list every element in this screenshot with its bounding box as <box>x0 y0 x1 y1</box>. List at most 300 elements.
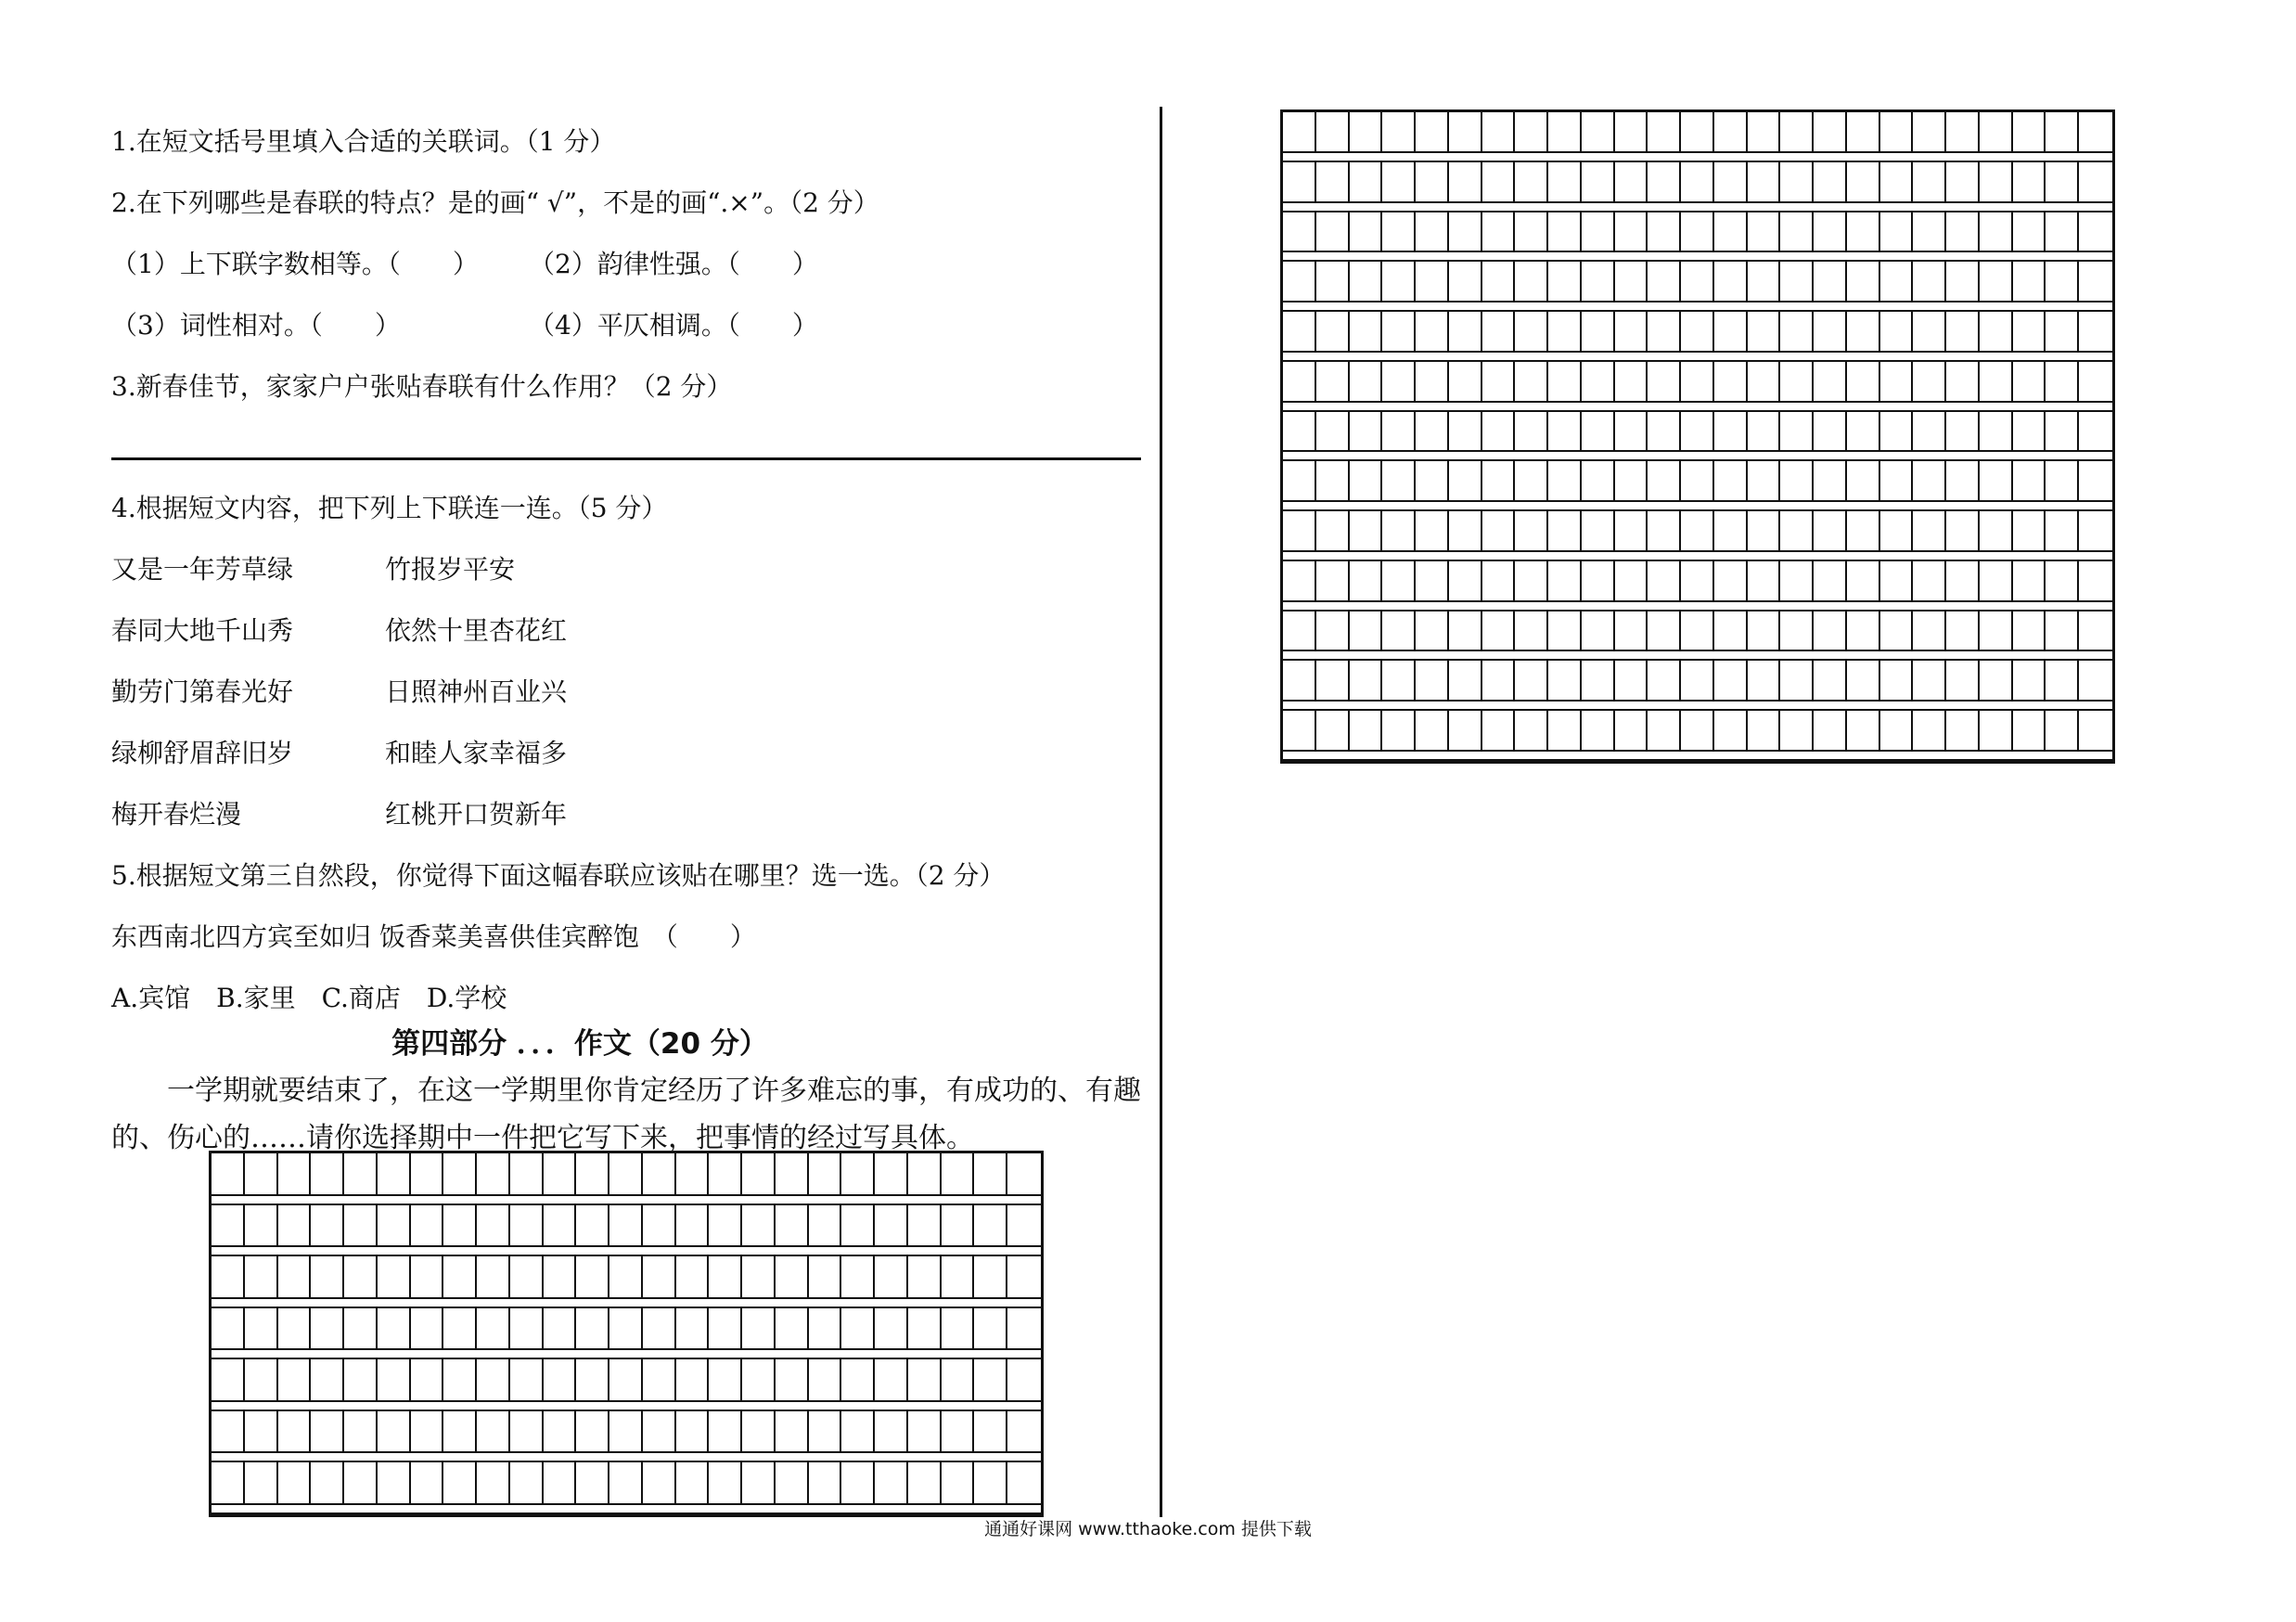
grid-cell-divider <box>1481 511 1482 550</box>
grid-cell-divider <box>1315 611 1316 650</box>
grid-cell-divider <box>508 1462 510 1503</box>
grid-cell-divider <box>1580 561 1582 600</box>
grid-cell-divider <box>1778 561 1780 600</box>
section-title: 第四部分 ．．．作文（20 分） <box>391 1027 768 1061</box>
grid-cell-divider <box>674 1256 676 1297</box>
grid-cell-divider <box>1580 262 1582 301</box>
grid-cell-divider <box>1911 212 1913 251</box>
grid-cell-divider <box>409 1308 411 1349</box>
grid-cell-divider <box>906 1462 908 1503</box>
grid-cell-divider <box>1613 461 1615 500</box>
grid-row <box>212 1359 1041 1411</box>
grid-cell-divider <box>1006 1308 1007 1349</box>
grid-cell-divider <box>508 1359 510 1400</box>
grid-cell-divider <box>1746 112 1748 151</box>
grid-cell-divider <box>2077 162 2079 201</box>
grid-cell-divider <box>1447 412 1449 451</box>
grid-cell-divider <box>2077 611 2079 650</box>
grid-cell-divider <box>1845 511 1847 550</box>
grid-row <box>1283 112 2112 162</box>
grid-cell-divider <box>1778 461 1780 500</box>
grid-cell-divider <box>1380 661 1382 700</box>
grid-cell-divider <box>1646 362 1648 401</box>
grid-cell-divider <box>1315 511 1316 550</box>
grid-cell-divider <box>740 1462 742 1503</box>
grid-cell-divider <box>1613 212 1615 251</box>
grid-cell-divider <box>2011 561 2013 600</box>
grid-cell-divider <box>774 1462 776 1503</box>
grid-cell-divider <box>574 1462 576 1503</box>
grid-cell-divider <box>940 1256 942 1297</box>
grid-cell-divider <box>608 1359 609 1400</box>
grid-cell-divider <box>1911 162 1913 201</box>
grid-cell-divider <box>1006 1153 1007 1194</box>
grid-row <box>212 1256 1041 1308</box>
grid-cell-divider <box>1481 412 1482 451</box>
grid-cell-divider <box>1978 312 1980 351</box>
grid-cell-divider <box>442 1359 443 1400</box>
grid-cell-divider <box>243 1462 245 1503</box>
grid-cell-divider <box>574 1411 576 1452</box>
grid-cell-divider <box>1646 112 1648 151</box>
grid-cell-divider <box>1546 312 1548 351</box>
grid-cell-divider <box>1646 162 1648 201</box>
grid-cell-divider <box>2011 461 2013 500</box>
grid-cell-divider <box>1712 312 1714 351</box>
grid-cell-divider <box>1447 262 1449 301</box>
grid-cell-divider <box>309 1359 311 1400</box>
grid-cell-divider <box>972 1462 974 1503</box>
grid-cell-divider <box>1845 611 1847 650</box>
grid-cell-divider <box>774 1308 776 1349</box>
grid-cell-divider <box>1646 262 1648 301</box>
grid-cell-divider <box>2077 112 2079 151</box>
grid-row-gap <box>1283 251 2112 260</box>
grid-cell-divider <box>508 1308 510 1349</box>
grid-cell-divider <box>707 1359 709 1400</box>
grid-cell-divider <box>1812 112 1814 151</box>
grid-cell-divider <box>972 1359 974 1400</box>
grid-cell-divider <box>1447 461 1449 500</box>
grid-cell-divider <box>1944 262 1946 301</box>
grid-cell-divider <box>2044 661 2046 700</box>
grid-cell-divider <box>972 1411 974 1452</box>
grid-cell-divider <box>475 1462 477 1503</box>
grid-cell-divider <box>1447 212 1449 251</box>
grid-cell-divider <box>1712 112 1714 151</box>
grid-cell-divider <box>2077 412 2079 451</box>
grid-cell-divider <box>542 1256 544 1297</box>
grid-cell-divider <box>707 1462 709 1503</box>
grid-cell-divider <box>1481 212 1482 251</box>
grid-cell-divider <box>376 1256 378 1297</box>
grid-cell-divider <box>1546 661 1548 700</box>
grid-cell-divider <box>1546 711 1548 750</box>
couplet-left-5: 梅开春烂漫 <box>111 799 242 830</box>
grid-cell-divider <box>807 1359 809 1400</box>
grid-cell-divider <box>873 1256 875 1297</box>
grid-cell-divider <box>1646 412 1648 451</box>
couplet-left-2: 春同大地千山秀 <box>111 615 294 646</box>
grid-cell-divider <box>1006 1462 1007 1503</box>
grid-cell-divider <box>1812 412 1814 451</box>
grid-cell-divider <box>1315 162 1316 201</box>
grid-cell-divider <box>2044 461 2046 500</box>
grid-cell-divider <box>1812 162 1814 201</box>
grid-row <box>1283 661 2112 711</box>
grid-cell-divider <box>940 1411 942 1452</box>
grid-cell-divider <box>840 1462 841 1503</box>
grid-cell-divider <box>309 1256 311 1297</box>
grid-cell-divider <box>1712 611 1714 650</box>
grid-cell-divider <box>1513 262 1515 301</box>
grid-cell-divider <box>641 1153 643 1194</box>
grid-cell-divider <box>1944 312 1946 351</box>
grid-row-gap <box>1283 700 2112 709</box>
grid-cell-divider <box>1845 162 1847 201</box>
grid-cell-divider <box>740 1153 742 1194</box>
grid-cell-divider <box>1348 212 1350 251</box>
grid-cell-divider <box>1879 661 1880 700</box>
grid-row <box>1283 262 2112 312</box>
grid-cell-divider <box>1646 312 1648 351</box>
grid-cell-divider <box>1380 262 1382 301</box>
grid-cell-divider <box>1348 162 1350 201</box>
grid-cell-divider <box>707 1256 709 1297</box>
grid-cell-divider <box>1812 312 1814 351</box>
grid-cell-divider <box>1911 262 1913 301</box>
grid-cell-divider <box>1646 212 1648 251</box>
grid-cell-divider <box>608 1205 609 1246</box>
grid-cell-divider <box>1580 661 1582 700</box>
grid-cell-divider <box>542 1359 544 1400</box>
grid-cell-divider <box>442 1462 443 1503</box>
grid-cell-divider <box>542 1153 544 1194</box>
grid-cell-divider <box>1513 561 1515 600</box>
grid-cell-divider <box>807 1153 809 1194</box>
grid-cell-divider <box>1746 212 1748 251</box>
grid-cell-divider <box>342 1153 344 1194</box>
grid-cell-divider <box>774 1205 776 1246</box>
grid-row-gap <box>1283 450 2112 459</box>
grid-cell-divider <box>1978 511 1980 550</box>
grid-cell-divider <box>807 1308 809 1349</box>
grid-cell-divider <box>1944 412 1946 451</box>
grid-cell-divider <box>1746 262 1748 301</box>
grid-cell-divider <box>475 1205 477 1246</box>
grid-cell-divider <box>1613 611 1615 650</box>
grid-cell-divider <box>906 1411 908 1452</box>
grid-cell-divider <box>2044 362 2046 401</box>
grid-cell-divider <box>807 1411 809 1452</box>
grid-cell-divider <box>2077 561 2079 600</box>
grid-cell-divider <box>508 1411 510 1452</box>
grid-cell-divider <box>1380 611 1382 650</box>
grid-row-gap <box>1283 750 2112 759</box>
question-3: 3.新春佳节，家家户户张贴春联有什么作用？（2 分） <box>111 371 733 402</box>
grid-cell-divider <box>940 1205 942 1246</box>
grid-cell-divider <box>1447 611 1449 650</box>
grid-cell-divider <box>1746 711 1748 750</box>
grid-cell-divider <box>1746 561 1748 600</box>
grid-row-gap <box>212 1297 1041 1307</box>
grid-cell-divider <box>243 1153 245 1194</box>
grid-cell-divider <box>1414 262 1416 301</box>
grid-cell-divider <box>2077 312 2079 351</box>
grid-cell-divider <box>1348 511 1350 550</box>
grid-cell-divider <box>641 1462 643 1503</box>
grid-cell-divider <box>1879 212 1880 251</box>
grid-cell-divider <box>309 1153 311 1194</box>
grid-cell-divider <box>1879 412 1880 451</box>
grid-cell-divider <box>342 1256 344 1297</box>
grid-cell-divider <box>1348 561 1350 600</box>
couplet-right-4: 和睦人家幸福多 <box>385 738 568 768</box>
grid-cell-divider <box>1006 1411 1007 1452</box>
grid-cell-divider <box>1513 412 1515 451</box>
grid-cell-divider <box>1546 511 1548 550</box>
grid-row-gap <box>212 1194 1041 1204</box>
grid-cell-divider <box>1447 162 1449 201</box>
grid-cell-divider <box>1580 312 1582 351</box>
grid-cell-divider <box>243 1411 245 1452</box>
grid-cell-divider <box>1613 561 1615 600</box>
grid-cell-divider <box>1315 561 1316 600</box>
grid-cell-divider <box>1812 212 1814 251</box>
grid-cell-divider <box>641 1256 643 1297</box>
grid-cell-divider <box>1348 412 1350 451</box>
grid-cell-divider <box>1778 162 1780 201</box>
grid-cell-divider <box>1447 561 1449 600</box>
grid-cell-divider <box>807 1462 809 1503</box>
grid-cell-divider <box>1580 112 1582 151</box>
grid-cell-divider <box>674 1308 676 1349</box>
grid-cell-divider <box>442 1153 443 1194</box>
grid-cell-divider <box>906 1359 908 1400</box>
grid-row <box>212 1462 1041 1514</box>
footer-credit: 通通好课网 www.tthaoke.com 提供下载 <box>984 1519 1312 1539</box>
grid-cell-divider <box>1679 262 1681 301</box>
grid-cell-divider <box>1978 262 1980 301</box>
grid-cell-divider <box>1679 711 1681 750</box>
grid-cell-divider <box>906 1205 908 1246</box>
grid-cell-divider <box>2044 611 2046 650</box>
grid-cell-divider <box>1646 561 1648 600</box>
grid-cell-divider <box>1679 461 1681 500</box>
grid-cell-divider <box>1414 212 1416 251</box>
couplet-right-5: 红桃开口贺新年 <box>385 799 568 830</box>
grid-cell-divider <box>1679 412 1681 451</box>
grid-cell-divider <box>309 1411 311 1452</box>
grid-cell-divider <box>1447 112 1449 151</box>
answer-line[interactable] <box>111 457 1141 460</box>
grid-cell-divider <box>873 1153 875 1194</box>
grid-cell-divider <box>309 1205 311 1246</box>
grid-cell-divider <box>342 1359 344 1400</box>
grid-cell-divider <box>1447 511 1449 550</box>
grid-cell-divider <box>1580 611 1582 650</box>
grid-cell-divider <box>1879 511 1880 550</box>
grid-cell-divider <box>475 1256 477 1297</box>
grid-cell-divider <box>1812 461 1814 500</box>
grid-cell-divider <box>1978 611 1980 650</box>
grid-cell-divider <box>2044 412 2046 451</box>
grid-cell-divider <box>1679 661 1681 700</box>
grid-cell-divider <box>1380 511 1382 550</box>
grid-cell-divider <box>376 1205 378 1246</box>
grid-cell-divider <box>342 1308 344 1349</box>
grid-cell-divider <box>1944 511 1946 550</box>
grid-cell-divider <box>1978 362 1980 401</box>
grid-cell-divider <box>1315 661 1316 700</box>
question-1: 1.在短文括号里填入合适的关联词。（1 分） <box>111 126 616 157</box>
grid-cell-divider <box>409 1411 411 1452</box>
grid-cell-divider <box>1944 561 1946 600</box>
grid-cell-divider <box>1513 711 1515 750</box>
grid-cell-divider <box>243 1256 245 1297</box>
grid-row-gap <box>1283 351 2112 360</box>
grid-cell-divider <box>1679 511 1681 550</box>
grid-cell-divider <box>1348 312 1350 351</box>
grid-cell-divider <box>243 1359 245 1400</box>
composition-grid-left[interactable] <box>209 1151 1044 1517</box>
grid-cell-divider <box>1348 362 1350 401</box>
grid-cell-divider <box>1315 461 1316 500</box>
grid-cell-divider <box>1646 661 1648 700</box>
grid-cell-divider <box>276 1153 278 1194</box>
grid-cell-divider <box>1513 112 1515 151</box>
grid-cell-divider <box>1944 711 1946 750</box>
grid-cell-divider <box>674 1205 676 1246</box>
grid-cell-divider <box>1911 412 1913 451</box>
grid-cell-divider <box>276 1462 278 1503</box>
grid-cell-divider <box>542 1205 544 1246</box>
grid-cell-divider <box>1712 262 1714 301</box>
grid-row-gap <box>212 1245 1041 1255</box>
grid-cell-divider <box>1414 461 1416 500</box>
grid-cell-divider <box>840 1256 841 1297</box>
grid-cell-divider <box>1879 362 1880 401</box>
grid-cell-divider <box>873 1462 875 1503</box>
grid-cell-divider <box>409 1359 411 1400</box>
grid-cell-divider <box>542 1308 544 1349</box>
grid-cell-divider <box>2011 162 2013 201</box>
grid-cell-divider <box>774 1359 776 1400</box>
grid-cell-divider <box>1778 262 1780 301</box>
grid-cell-divider <box>1812 661 1814 700</box>
grid-cell-divider <box>807 1256 809 1297</box>
grid-cell-divider <box>1481 162 1482 201</box>
grid-cell-divider <box>1580 412 1582 451</box>
grid-cell-divider <box>807 1205 809 1246</box>
grid-cell-divider <box>1812 511 1814 550</box>
grid-cell-divider <box>1911 112 1913 151</box>
grid-row <box>1283 362 2112 412</box>
grid-cell-divider <box>1481 561 1482 600</box>
grid-cell-divider <box>1006 1205 1007 1246</box>
grid-cell-divider <box>740 1205 742 1246</box>
grid-cell-divider <box>972 1153 974 1194</box>
grid-row <box>1283 711 2112 761</box>
grid-cell-divider <box>1315 212 1316 251</box>
grid-cell-divider <box>1812 362 1814 401</box>
grid-cell-divider <box>940 1308 942 1349</box>
grid-cell-divider <box>1414 511 1416 550</box>
grid-cell-divider <box>376 1411 378 1452</box>
question-2: 2.在下列哪些是春联的特点？是的画“ √”，不是的画“.×”。（2 分） <box>111 187 879 218</box>
grid-cell-divider <box>1613 112 1615 151</box>
grid-cell-divider <box>1778 112 1780 151</box>
grid-cell-divider <box>1414 112 1416 151</box>
grid-cell-divider <box>2044 561 2046 600</box>
grid-cell-divider <box>1613 262 1615 301</box>
grid-cell-divider <box>2011 511 2013 550</box>
grid-cell-divider <box>2077 212 2079 251</box>
grid-cell-divider <box>1315 262 1316 301</box>
grid-cell-divider <box>1712 711 1714 750</box>
grid-cell-divider <box>1746 661 1748 700</box>
grid-cell-divider <box>1879 461 1880 500</box>
grid-cell-divider <box>1911 661 1913 700</box>
grid-cell-divider <box>1778 611 1780 650</box>
grid-cell-divider <box>574 1153 576 1194</box>
composition-grid-right[interactable] <box>1280 109 2115 764</box>
couplet-left-3: 勤劳门第春光好 <box>111 676 294 707</box>
grid-row-gap <box>212 1503 1041 1513</box>
grid-cell-divider <box>940 1462 942 1503</box>
grid-cell-divider <box>1944 362 1946 401</box>
grid-cell-divider <box>1712 212 1714 251</box>
grid-cell-divider <box>2044 312 2046 351</box>
grid-cell-divider <box>1845 362 1847 401</box>
grid-cell-divider <box>1978 412 1980 451</box>
grid-cell-divider <box>1845 711 1847 750</box>
grid-cell-divider <box>508 1153 510 1194</box>
couplet-right-1: 竹报岁平安 <box>385 554 516 585</box>
grid-cell-divider <box>508 1256 510 1297</box>
grid-cell-divider <box>1679 312 1681 351</box>
grid-cell-divider <box>276 1308 278 1349</box>
grid-row-gap <box>1283 500 2112 509</box>
grid-cell-divider <box>1911 611 1913 650</box>
grid-cell-divider <box>1380 162 1382 201</box>
grid-cell-divider <box>1879 262 1880 301</box>
grid-cell-divider <box>1613 162 1615 201</box>
grid-row <box>1283 611 2112 662</box>
grid-cell-divider <box>1879 162 1880 201</box>
grid-cell-divider <box>376 1153 378 1194</box>
grid-cell-divider <box>1546 461 1548 500</box>
grid-cell-divider <box>1879 611 1880 650</box>
grid-cell-divider <box>1679 611 1681 650</box>
grid-cell-divider <box>376 1359 378 1400</box>
grid-cell-divider <box>707 1411 709 1452</box>
grid-row-gap <box>212 1400 1041 1410</box>
grid-cell-divider <box>309 1462 311 1503</box>
grid-cell-divider <box>1944 611 1946 650</box>
grid-cell-divider <box>376 1308 378 1349</box>
grid-cell-divider <box>1414 561 1416 600</box>
grid-cell-divider <box>2044 162 2046 201</box>
grid-cell-divider <box>1978 112 1980 151</box>
grid-cell-divider <box>873 1205 875 1246</box>
couplet-right-2: 依然十里杏花红 <box>385 615 568 646</box>
grid-cell-divider <box>1746 611 1748 650</box>
grid-cell-divider <box>1679 362 1681 401</box>
grid-cell-divider <box>1613 661 1615 700</box>
grid-cell-divider <box>774 1411 776 1452</box>
grid-cell-divider <box>1613 312 1615 351</box>
